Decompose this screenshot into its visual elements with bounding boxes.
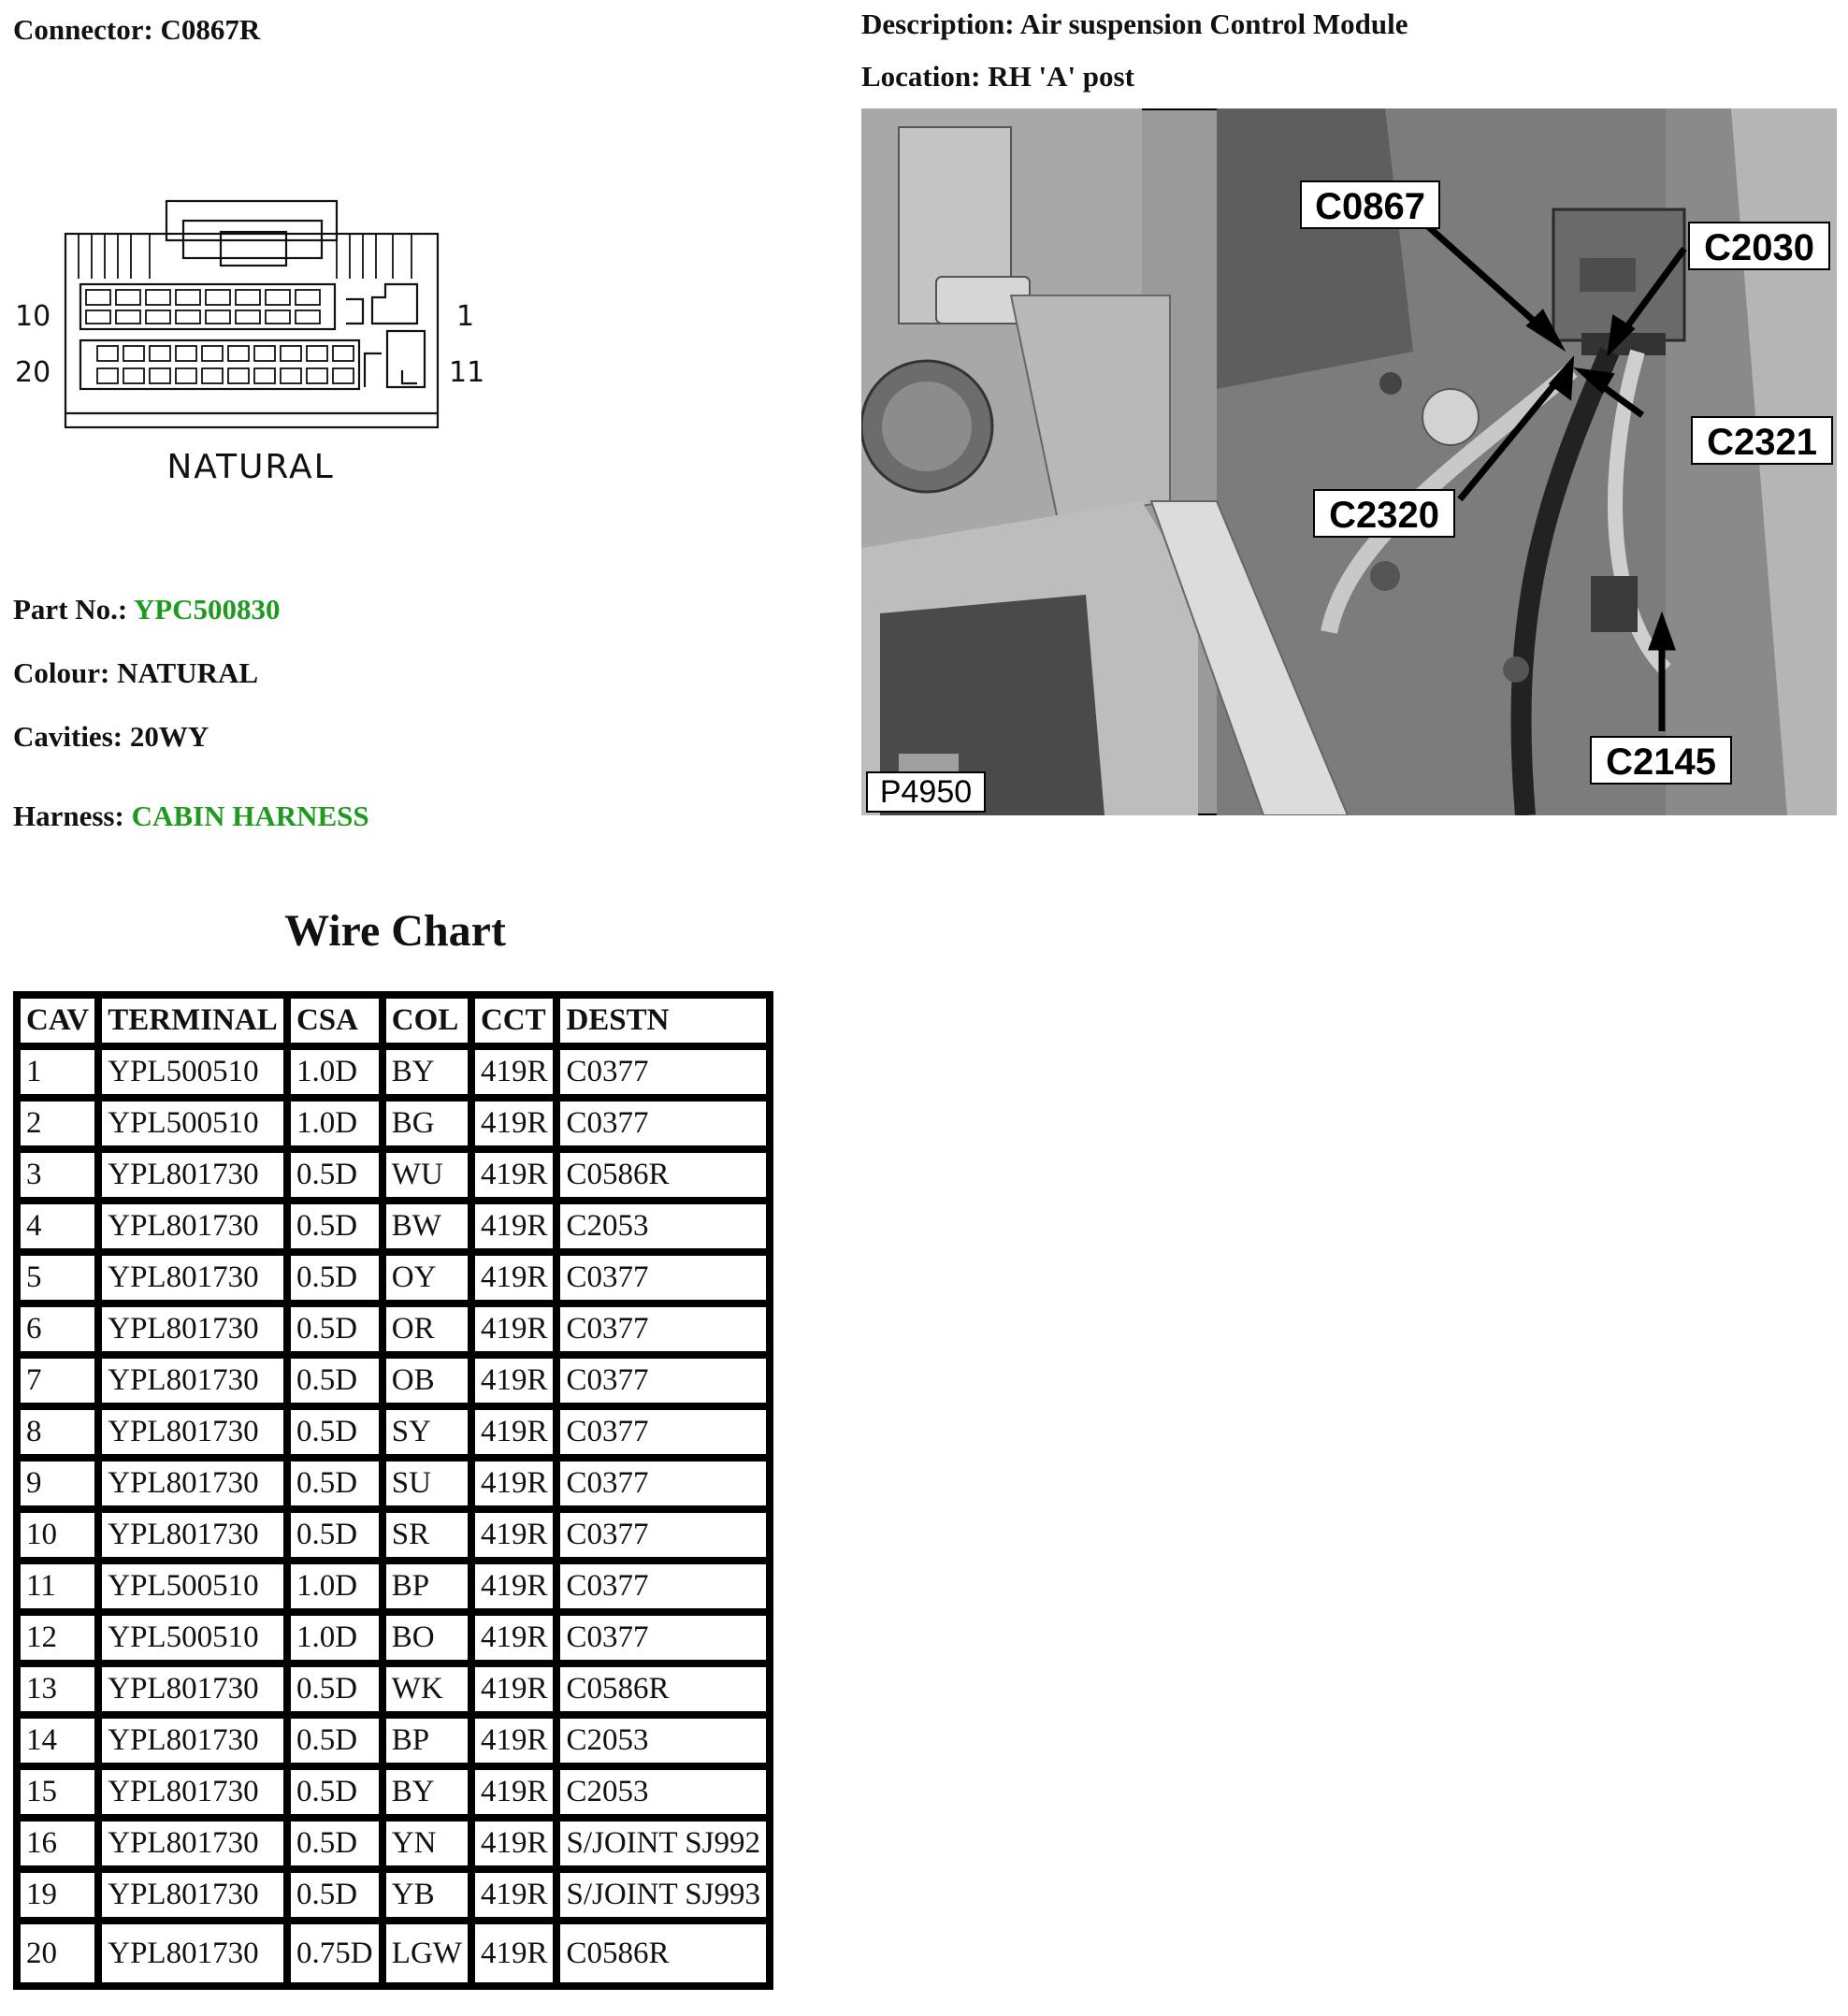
cell-cav: 2	[17, 1098, 98, 1149]
connector-body	[65, 234, 438, 427]
cell-csa: 0.5D	[287, 1715, 383, 1766]
cell-col: BW	[383, 1201, 471, 1252]
cell-csa: 0.5D	[287, 1252, 383, 1303]
table-row	[17, 1612, 770, 1663]
cell-destn: S/JOINT SJ992	[556, 1818, 770, 1869]
cell-csa: 0.5D	[287, 1303, 383, 1355]
table-row	[17, 1869, 770, 1921]
cell-cav: 4	[17, 1201, 98, 1252]
cell-col: OY	[383, 1252, 471, 1303]
cell-cct: 419R	[471, 1252, 557, 1303]
description-label: Description: Air suspension Control Module	[861, 7, 1408, 40]
pin-label-bottom-left: 20	[15, 356, 51, 389]
cell-cct: 419R	[471, 1355, 557, 1406]
location-label: Location: RH 'A' post	[861, 60, 1134, 93]
cell-cav: 14	[17, 1715, 98, 1766]
table-row	[17, 1046, 770, 1098]
table-row	[17, 1252, 770, 1303]
cell-cct: 419R	[471, 1612, 557, 1663]
cell-col: SR	[383, 1509, 471, 1561]
cell-cav: 1	[17, 1046, 98, 1098]
col-destn: DESTN	[556, 995, 770, 1046]
cell-cct: 419R	[471, 1046, 557, 1098]
cell-cav: 8	[17, 1406, 98, 1458]
cell-destn: C2053	[556, 1766, 770, 1818]
table-row	[17, 1509, 770, 1561]
table-row	[17, 1561, 770, 1612]
col-terminal: TERMINAL	[98, 995, 287, 1046]
cell-cct: 419R	[471, 1406, 557, 1458]
cell-destn: C0377	[556, 1406, 770, 1458]
cavity-row-top	[80, 284, 335, 329]
colour-label: Colour: NATURAL	[13, 656, 259, 689]
cell-col: SY	[383, 1406, 471, 1458]
cell-csa: 0.5D	[287, 1509, 383, 1561]
cell-col: BO	[383, 1612, 471, 1663]
cell-col: OB	[383, 1355, 471, 1406]
cell-cav: 20	[17, 1921, 98, 1986]
cell-csa: 0.5D	[287, 1869, 383, 1921]
cell-csa: 0.5D	[287, 1149, 383, 1201]
cell-destn: C0377	[556, 1098, 770, 1149]
pin-label-top-right: 1	[456, 300, 475, 333]
cell-csa: 1.0D	[287, 1046, 383, 1098]
cell-terminal: YPL500510	[98, 1098, 287, 1149]
cell-col: BY	[383, 1766, 471, 1818]
cell-col: BY	[383, 1046, 471, 1098]
cell-cct: 419R	[471, 1663, 557, 1715]
callout-c2320: C2320	[1329, 495, 1439, 536]
cell-cct: 419R	[471, 1715, 557, 1766]
description-value: Air suspension Control Module	[1019, 7, 1408, 40]
cell-col: BG	[383, 1098, 471, 1149]
cell-cav: 13	[17, 1663, 98, 1715]
cell-destn: S/JOINT SJ993	[556, 1869, 770, 1921]
cell-csa: 0.5D	[287, 1406, 383, 1458]
cell-csa: 0.5D	[287, 1818, 383, 1869]
cell-cct: 419R	[471, 1098, 557, 1149]
cell-destn: C0377	[556, 1303, 770, 1355]
cell-cct: 419R	[471, 1766, 557, 1818]
callout-c0867: C0867	[1315, 186, 1425, 227]
cell-terminal: YPL801730	[98, 1921, 287, 1986]
cell-destn: C0586R	[556, 1663, 770, 1715]
cell-terminal: YPL500510	[98, 1046, 287, 1098]
harness-link[interactable]: CABIN HARNESS	[131, 799, 369, 832]
callout-c2321: C2321	[1707, 422, 1817, 463]
cell-terminal: YPL801730	[98, 1201, 287, 1252]
col-csa: CSA	[287, 995, 383, 1046]
cell-csa: 1.0D	[287, 1612, 383, 1663]
cell-col: LGW	[383, 1921, 471, 1986]
cell-cct: 419R	[471, 1201, 557, 1252]
table-row	[17, 1818, 770, 1869]
cell-terminal: YPL801730	[98, 1869, 287, 1921]
cell-terminal: YPL500510	[98, 1561, 287, 1612]
cell-terminal: YPL801730	[98, 1715, 287, 1766]
table-row	[17, 1355, 770, 1406]
cell-cct: 419R	[471, 1818, 557, 1869]
cell-cav: 16	[17, 1818, 98, 1869]
cell-destn: C0377	[556, 1046, 770, 1098]
cell-cct: 419R	[471, 1303, 557, 1355]
cell-csa: 0.5D	[287, 1458, 383, 1509]
cell-destn: C0377	[556, 1458, 770, 1509]
cell-cav: 11	[17, 1561, 98, 1612]
cell-csa: 0.5D	[287, 1766, 383, 1818]
table-row	[17, 1663, 770, 1715]
cell-cav: 7	[17, 1355, 98, 1406]
cell-cct: 419R	[471, 1561, 557, 1612]
col-col: COL	[383, 995, 471, 1046]
cell-csa: 1.0D	[287, 1561, 383, 1612]
cell-terminal: YPL500510	[98, 1612, 287, 1663]
cell-csa: 0.5D	[287, 1663, 383, 1715]
cell-col: YN	[383, 1818, 471, 1869]
connector-value: C0867R	[160, 13, 261, 46]
connector-face-diagram	[9, 187, 496, 505]
cell-col: BP	[383, 1561, 471, 1612]
connector-label: Connector: C0867R	[13, 13, 261, 46]
cell-terminal: YPL801730	[98, 1355, 287, 1406]
cavities-label: Cavities: 20WY	[13, 720, 209, 753]
cell-cct: 419R	[471, 1509, 557, 1561]
connector-colour-caption: NATURAL	[166, 448, 335, 486]
cell-csa: 0.5D	[287, 1355, 383, 1406]
location-value: RH 'A' post	[988, 60, 1134, 93]
cell-col: WU	[383, 1149, 471, 1201]
wire-chart-header-row	[17, 995, 770, 1046]
col-cct: CCT	[471, 995, 557, 1046]
cell-cct: 419R	[471, 1921, 557, 1986]
cavity-row-bottom	[80, 340, 359, 389]
cell-destn: C0377	[556, 1355, 770, 1406]
cell-terminal: YPL801730	[98, 1766, 287, 1818]
part-number-link[interactable]: YPC500830	[133, 593, 281, 626]
part-number-label: Part No.: YPC500830	[13, 593, 281, 626]
harness-label: Harness: CABIN HARNESS	[13, 799, 369, 832]
table-row	[17, 1715, 770, 1766]
wire-chart-title: Wire Chart	[284, 906, 506, 956]
cell-cav: 12	[17, 1612, 98, 1663]
cell-terminal: YPL801730	[98, 1303, 287, 1355]
pin-label-bottom-right: 11	[449, 356, 485, 389]
cell-cav: 6	[17, 1303, 98, 1355]
cell-terminal: YPL801730	[98, 1663, 287, 1715]
cell-terminal: YPL801730	[98, 1406, 287, 1458]
cell-cct: 419R	[471, 1149, 557, 1201]
cell-cct: 419R	[471, 1869, 557, 1921]
cell-csa: 0.5D	[287, 1201, 383, 1252]
cell-csa: 1.0D	[287, 1098, 383, 1149]
cell-cav: 9	[17, 1458, 98, 1509]
cell-cav: 10	[17, 1509, 98, 1561]
cell-terminal: YPL801730	[98, 1458, 287, 1509]
cell-cav: 15	[17, 1766, 98, 1818]
photo-code: P4950	[879, 774, 973, 810]
cell-terminal: YPL801730	[98, 1818, 287, 1869]
cell-destn: C0586R	[556, 1149, 770, 1201]
cell-cav: 5	[17, 1252, 98, 1303]
cell-destn: C0377	[556, 1509, 770, 1561]
cell-destn: C2053	[556, 1201, 770, 1252]
cell-cav: 3	[17, 1149, 98, 1201]
wire-chart-table	[13, 991, 773, 1990]
table-row	[17, 1458, 770, 1509]
cell-destn: C2053	[556, 1715, 770, 1766]
cell-destn: C0377	[556, 1252, 770, 1303]
cell-destn: C0586R	[556, 1921, 770, 1986]
colour-value: NATURAL	[117, 656, 259, 689]
cell-terminal: YPL801730	[98, 1509, 287, 1561]
cell-destn: C0377	[556, 1612, 770, 1663]
cell-col: BP	[383, 1715, 471, 1766]
cell-terminal: YPL801730	[98, 1252, 287, 1303]
cavities-value: 20WY	[129, 720, 209, 753]
cell-cav: 19	[17, 1869, 98, 1921]
location-photo	[861, 108, 1837, 815]
cell-col: YB	[383, 1869, 471, 1921]
cell-cct: 419R	[471, 1458, 557, 1509]
table-row	[17, 1149, 770, 1201]
table-row	[17, 1921, 770, 1986]
col-cav: CAV	[17, 995, 98, 1046]
cell-col: OR	[383, 1303, 471, 1355]
table-row	[17, 1303, 770, 1355]
pin-label-top-left: 10	[15, 300, 51, 333]
callout-c2145: C2145	[1606, 742, 1716, 783]
table-row	[17, 1406, 770, 1458]
cell-terminal: YPL801730	[98, 1149, 287, 1201]
cell-col: SU	[383, 1458, 471, 1509]
cell-col: WK	[383, 1663, 471, 1715]
cell-destn: C0377	[556, 1561, 770, 1612]
table-row	[17, 1766, 770, 1818]
table-row	[17, 1098, 770, 1149]
callout-c2030: C2030	[1704, 227, 1814, 268]
table-row	[17, 1201, 770, 1252]
cell-csa: 0.75D	[287, 1921, 383, 1986]
